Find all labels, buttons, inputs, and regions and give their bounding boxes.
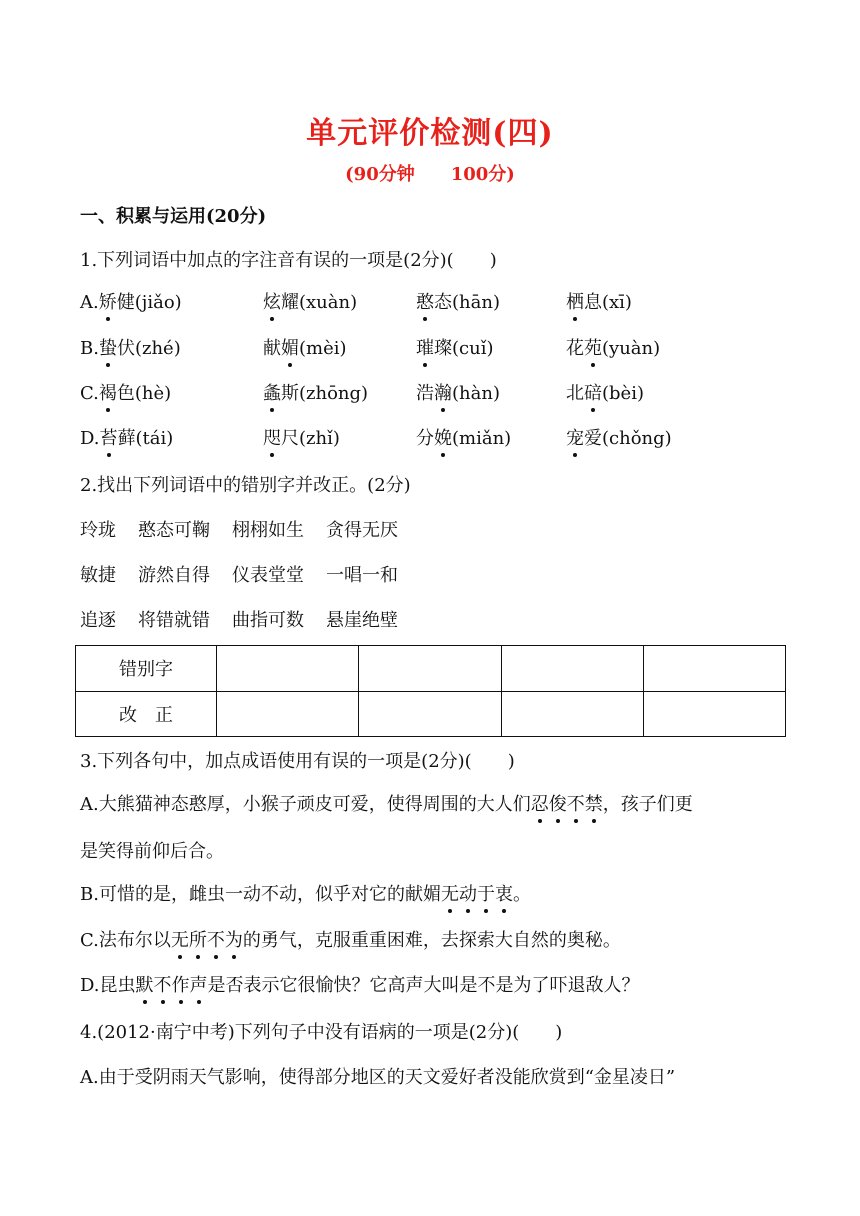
table-header-correct: 改 正 bbox=[76, 691, 217, 737]
q2-word: 曲指可数 bbox=[232, 610, 304, 631]
q2-word-line-3 bbox=[80, 609, 420, 633]
q1-option-d4: 宠爱(chǒng) bbox=[566, 428, 672, 449]
q1-option-b4: 花苑(yuàn) bbox=[566, 338, 661, 359]
q2-word: 仪表堂堂 bbox=[232, 565, 304, 586]
q1-option-a3: 憨态(hān) bbox=[416, 292, 500, 313]
table-row bbox=[76, 646, 786, 692]
q1-option-b3: 璀璨(cuǐ) bbox=[416, 338, 494, 359]
q1-option-c4: 北碚(bèi) bbox=[566, 383, 644, 404]
page-title: 单元评价检测(四) bbox=[306, 116, 554, 151]
q2-word: 栩栩如生 bbox=[232, 520, 304, 541]
q1-option-b2: 献媚(mèi) bbox=[263, 338, 347, 359]
q1-option-a1: A.矫健(jiǎo) bbox=[80, 292, 182, 313]
answer-cell[interactable] bbox=[643, 646, 785, 692]
q2-word: 憨态可鞠 bbox=[138, 520, 210, 541]
q2-word-line-1 bbox=[80, 519, 420, 543]
q1-option-a2: 炫耀(xuàn) bbox=[263, 292, 358, 313]
q1-option-d3: 分娩(miǎn) bbox=[416, 428, 512, 449]
q1-option-c1: C.褐色(hè) bbox=[80, 383, 172, 404]
section-heading: 一、积累与运用(20分) bbox=[80, 206, 267, 227]
time-limit: (90分钟 bbox=[345, 164, 415, 185]
q1-option-c3: 浩瀚(hàn) bbox=[416, 383, 500, 404]
page-subtitle bbox=[0, 160, 860, 186]
q2-word: 敏捷 bbox=[80, 565, 116, 586]
q1-option-d2: 咫尺(zhǐ) bbox=[263, 428, 340, 449]
answer-cell[interactable] bbox=[501, 691, 643, 737]
q2-word-line-2 bbox=[80, 564, 420, 588]
table-header-wrong: 错别字 bbox=[76, 646, 217, 692]
q3-option-b: B.可惜的是，雌虫一动不动，似乎对它的献媚无动于衷。 bbox=[80, 884, 531, 905]
q4-option-a: A.由于受阴雨天气影响，使得部分地区的天文爱好者没能欣赏到“金星凌日” bbox=[80, 1067, 676, 1088]
q1-option-b1: B.蛰伏(zhé) bbox=[80, 338, 181, 359]
q2-word: 一唱一和 bbox=[326, 565, 398, 586]
q1-option-d1: D.苔藓(tái) bbox=[80, 428, 174, 449]
total-score: 100分) bbox=[450, 164, 515, 185]
question-3-stem: 3.下列各句中，加点成语使用有误的一项是(2分)( ) bbox=[80, 751, 515, 772]
answer-cell[interactable] bbox=[359, 691, 501, 737]
q3-option-a-line1: A.大熊猫神态憨厚，小猴子顽皮可爱，使得周围的大人们忍俊不禁，孩子们更 bbox=[80, 794, 693, 815]
question-2-stem: 2.找出下列词语中的错别字并改正。(2分) bbox=[80, 475, 411, 496]
answer-cell[interactable] bbox=[217, 646, 359, 692]
answer-cell[interactable] bbox=[501, 646, 643, 692]
question-4-stem: 4.(2012·南宁中考)下列句子中没有语病的一项是(2分)( ) bbox=[80, 1022, 563, 1043]
q2-word: 贪得无厌 bbox=[326, 520, 398, 541]
answer-cell[interactable] bbox=[217, 691, 359, 737]
q2-word: 悬崖绝壁 bbox=[326, 610, 398, 631]
q3-option-a-line2: 是笑得前仰后合。 bbox=[80, 841, 224, 862]
q2-word: 游然自得 bbox=[138, 565, 210, 586]
answer-cell[interactable] bbox=[643, 691, 785, 737]
answer-cell[interactable] bbox=[359, 646, 501, 692]
q1-option-c2: 螽斯(zhōng) bbox=[263, 383, 369, 404]
correction-table bbox=[75, 645, 786, 737]
table-row bbox=[76, 691, 786, 737]
q3-option-d: D.昆虫默不作声是否表示它很愉快？它高声大叫是不是为了吓退敌人？ bbox=[80, 975, 640, 996]
q3-option-c: C.法布尔以无所不为的勇气，克服重重困难，去探索大自然的奥秘。 bbox=[80, 930, 621, 951]
q2-word: 追逐 bbox=[80, 610, 116, 631]
q1-option-a4: 栖息(xī) bbox=[566, 292, 632, 313]
q2-word: 玲珑 bbox=[80, 520, 116, 541]
q2-word: 将错就错 bbox=[138, 610, 210, 631]
question-1-stem: 1.下列词语中加点的字注音有误的一项是(2分)( ) bbox=[80, 250, 497, 271]
